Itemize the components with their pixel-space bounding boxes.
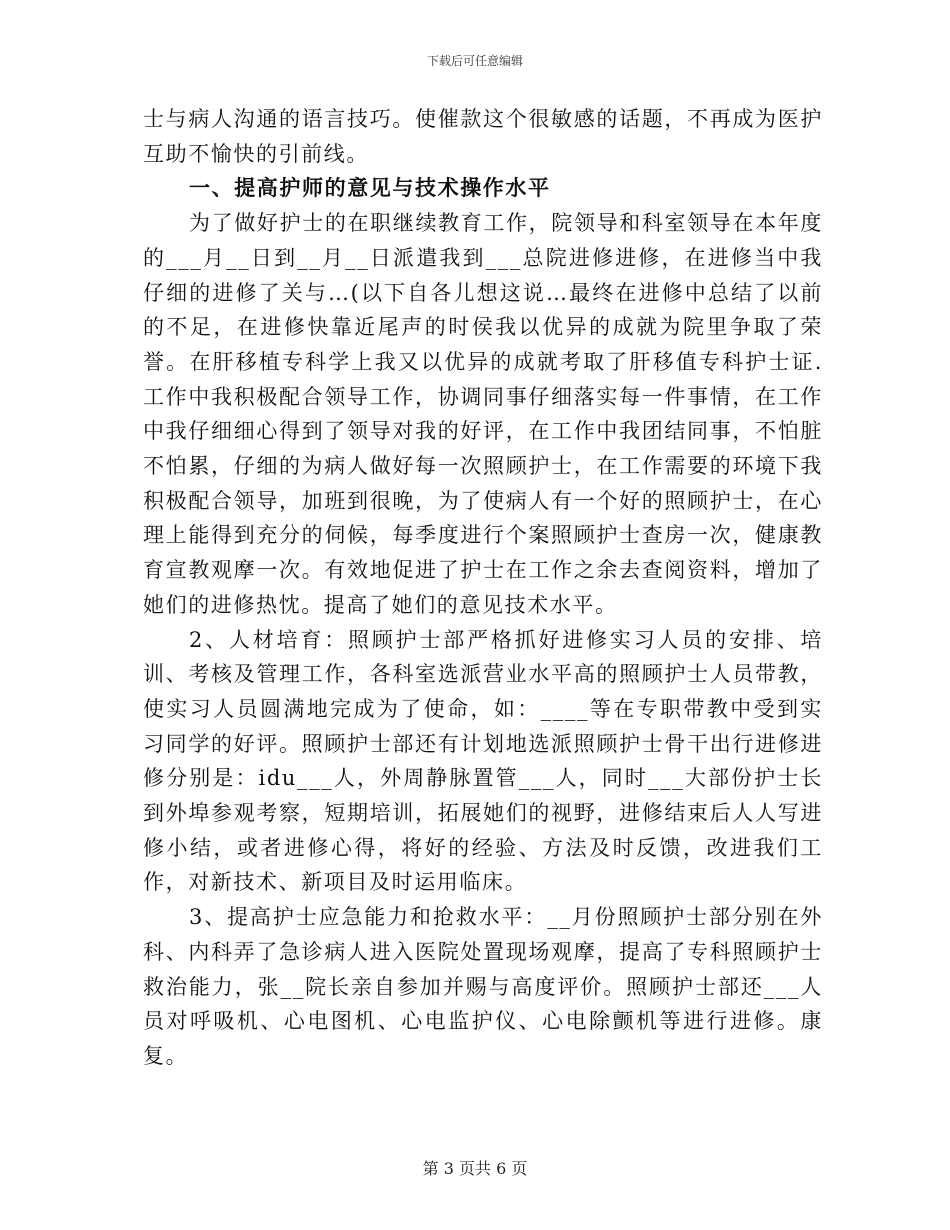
page-header-note: 下载后可任意编辑: [426, 54, 523, 68]
paragraph-talent-cultivation: 2、人材培育：照顾护士部严格抓好进修实习人员的安排、培训、考核及管理工作，各科室选派营业水平高的照顾护士人员带教，使实习人员圆满地完成为了使命，如：____等在专职带教中受到实习同学的好评。照顾护士部还有计划地选派照顾护士骨干出行进修进修分别是：idu___人，外周静脉置管___人，同时___大部份护士长到外埠参观考察，短期培训，拓展她们的视野，进修结束后人人写进修小结，或者进修心得，将好的经验、方法及时反馈，改进我们工作，对新技术、新项目及时运用临床。: [143, 627, 823, 895]
paragraph-emergency-ability: 3、提高护士应急能力和抢救水平：__月份照顾护士部分别在外科、内科弄了急诊病人进入医院处置现场观摩，提高了专科照顾护士救治能力，张__院长亲自参加并赐与高度评价。照顾护士部还___人员对呼吸机、心电图机、心电监护仪、心电除颤机等进行进修。康复。: [143, 905, 823, 1068]
page-number: 第 3 页共 6 页: [422, 1159, 528, 1178]
paragraph-training: 为了做好护士的在职继续教育工作，院领导和科室领导在本年度的___月__日到__月__日派遣我到___总院进修进修，在进修当中我仔细的进修了关与…(以下自各儿想这说…最终在进修中总结了以前的不足，在进修快靠近尾声的时侯我以优异的成就为院里争取了荣誉。在肝移植专科学上我又以优异的成就考取了肝移值专科护士证.工作中我积极配合领导工作，协调同事仔细落实每一件事情，在工作中我仔细细心得到了领导对我的好评，在工作中我团结同事，不怕脏不怕累，仔细的为病人做好每一次照顾护士，在工作需要的环境下我积极配合领导，加班到很晚，为了使病人有一个好的照顾护士，在心理上能得到充分的伺候，每季度进行个案照顾护士查房一次，健康教育宣教观摩一次。有效地促进了护士在工作之余去查阅资料，增加了她们的进修热忱。提高了她们的意见技术水平。: [143, 211, 823, 617]
paragraph-continuation: 士与病人沟通的语言技巧。使催款这个很敏感的话题，不再成为医护互助不愉快的引前线。: [143, 107, 823, 166]
document-body: [143, 102, 823, 1074]
section-heading: 一、提高护师的意见与技术操作水平: [189, 175, 551, 201]
